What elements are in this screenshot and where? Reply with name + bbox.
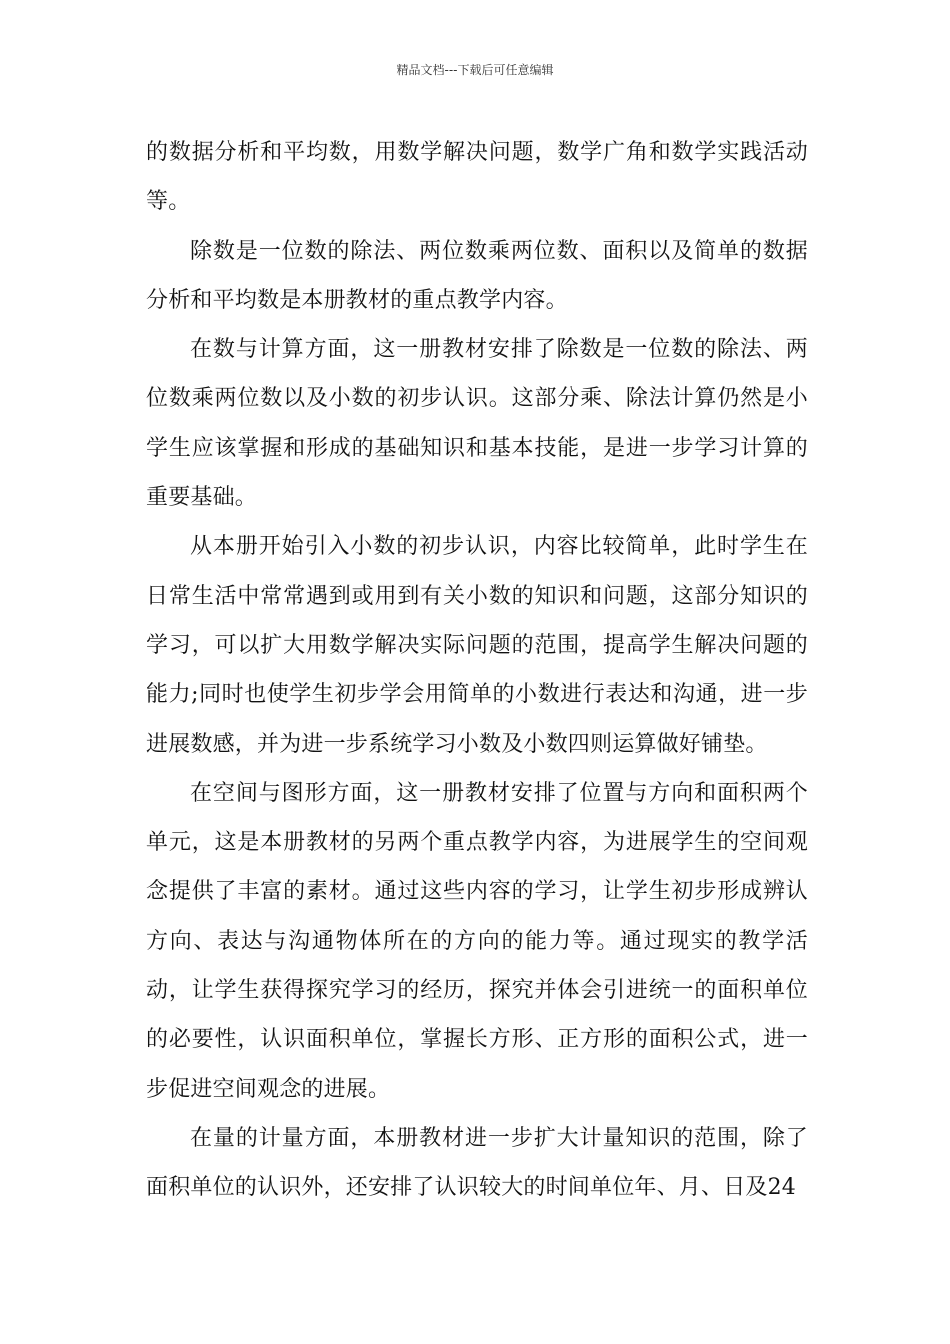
paragraph-number-calculation: 在数与计算方面，这一册教材安排了除数是一位数的除法、两位数乘两位数以及小数的初步认识。这部分乘、除法计算仍然是小学生应该掌握和形成的基础知识和基本技能，是进一步学习计算的重要基础。 [146, 337, 808, 511]
paragraph-measurement: 在量的计量方面，本册教材进一步扩大计量知识的范围，除了面积单位的认识外，还安排了认识较大的时间单位年、月、日及24 [146, 1125, 808, 1201]
document-body [146, 128, 808, 1213]
paragraph-space-figures: 在空间与图形方面，这一册教材安排了位置与方向和面积两个单元，这是本册教材的另两个重点教学内容，为进展学生的空间观念提供了丰富的素材。通过这些内容的学习，让学生初步形成辨认方向、表达与沟通物体所在的方向的能力等。通过现实的教学活动，让学生获得探究学习的经历，探究并体会引进统一的面积单位的必要性，认识面积单位，掌握长方形、正方形的面积公式，进一步促进空间观念的进展。 [146, 780, 808, 1102]
paragraph-continuation: 的数据分析和平均数，用数学解决问题，数学广角和数学实践活动等。 [146, 140, 808, 215]
page-header: 精品文档---下载后可任意编辑 [396, 63, 554, 77]
paragraph-decimals: 从本册开始引入小数的初步认识，内容比较简单，此时学生在日常生活中常常遇到或用到有关小数的知识和问题，这部分知识的学习，可以扩大用数学解决实际问题的范围，提高学生解决问题的能力;同时也使学生初步学会用简单的小数进行表达和沟通，进一步进展数感，并为进一步系统学习小数及小数四则运算做好铺垫。 [146, 534, 808, 757]
paragraph-key-content: 除数是一位数的除法、两位数乘两位数、面积以及简单的数据分析和平均数是本册教材的重点教学内容。 [146, 238, 808, 313]
